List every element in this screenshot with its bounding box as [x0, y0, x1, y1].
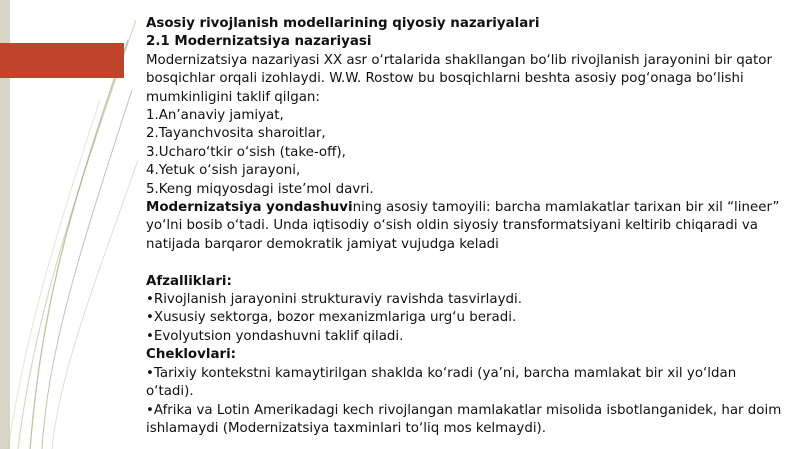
advantage-item: •Evolyutsion yondashuvni taklif qiladi.: [146, 328, 404, 344]
approach-paragraph: [146, 199, 786, 254]
limitations-heading: Cheklovlari:: [146, 347, 237, 363]
slide-title: Asosiy rivojlanish modellarining qiyosiy nazariyalari: [146, 16, 540, 31]
section-subtitle: 2.1 Modernizatsiya nazariyasi: [146, 34, 372, 50]
stage-item: 2.Tayanchvosita sharoitlar,: [146, 126, 326, 142]
stage-item: 5.Keng miqyosdagi iste’mol davri.: [146, 181, 374, 197]
stage-item: 1.An’anaviy jamiyat,: [146, 108, 284, 124]
limitation-item: •Tarixiy kontekstni kamaytirilgan shaklda ko‘radi (ya’ni, barcha mamlakat bir xil yo‘ldan o‘tadi).: [146, 365, 737, 400]
stage-item: 4.Yetuk o‘sish jarayoni,: [146, 163, 301, 179]
stage-item: 3.Ucharo‘tkir o‘sish (take-off),: [146, 144, 346, 160]
intro-paragraph: Modernizatsiya nazariyasi XX asr o‘rtalarida shakllangan bo‘lib rivojlanish jarayonini bir qator bosqichlar orqali izohlaydi. W.W. Rostow bu bosqichlarni beshta asosiy pog‘onaga bo‘lishi mumkinligini taklif qilgan:: [146, 52, 772, 105]
spacer: [146, 254, 786, 272]
advantage-item: •Rivojlanish jarayonini strukturaviy ravishda tasvirlaydi.: [146, 292, 522, 308]
slide-content: [146, 15, 786, 438]
advantages-heading: Afzalliklari:: [146, 273, 232, 289]
advantage-item: •Xususiy sektorga, bozor mexanizmlariga urg‘u beradi.: [146, 310, 517, 326]
approach-text: ning asosiy tamoyili: barcha mamlakatlar tarixan bir xil “lineer” yo‘lni bosib o‘tadi. Unda iqtisodiy o‘sish oldin siyosiy transformatsiyani keltirib chiqaradi va natijada barqaror demokratik jamiyat vujudga keladi: [146, 200, 780, 252]
approach-term: Modernizatsiya yondashuvi: [146, 200, 353, 216]
accent-bar: [0, 43, 124, 78]
limitation-item: •Afrika va Lotin Amerikadagi kech rivojlangan mamlakatlar misolida isbotlanganidek, har doim ishlamaydi (Modernizatsiya taxminlari to‘liq mos kelmaydi).: [146, 402, 782, 436]
